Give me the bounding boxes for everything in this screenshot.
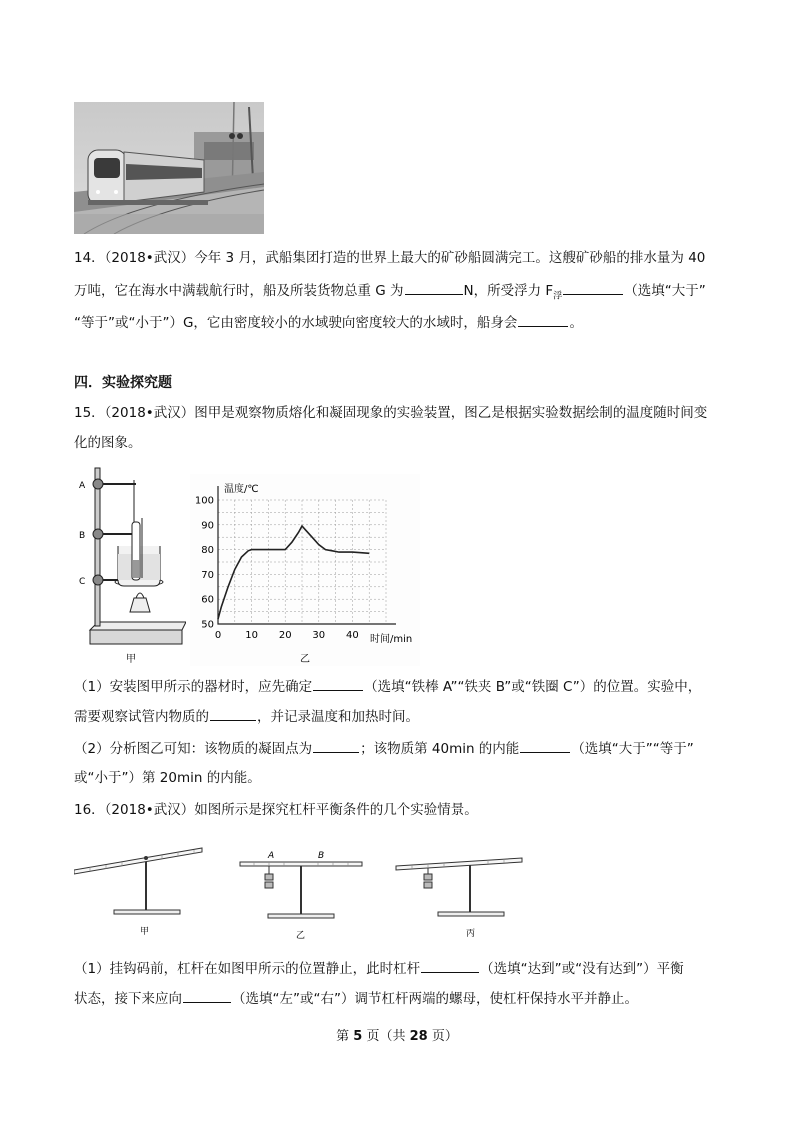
q15-p2-text-a: （2）分析图乙可知：该物质的凝固点为 <box>74 741 313 757</box>
label-lever-B: B <box>318 851 325 861</box>
q14-blank-weight[interactable] <box>405 280 463 295</box>
lever-yi <box>240 851 362 940</box>
lever-figures <box>74 840 534 940</box>
q15-p1-text-b: （选填“铁棒 A”“铁夹 B”或“铁圈 C”）的位置。实验中， <box>364 679 702 695</box>
footer-page-number: 5 <box>353 1029 363 1044</box>
caption-lever-yi: 乙 <box>296 931 306 940</box>
footer-total-pages: 28 <box>409 1029 428 1044</box>
q15-line1: 15．（2018•武汉）图甲是观察物质熔化和凝固现象的实验装置，图乙是根据实验数据绘制的温度随时间变 <box>74 405 708 421</box>
section-title: 四．实验探究题 <box>74 375 172 391</box>
q14-line2-text-a: 万吨，它在海水中满载航行时，船及所装货物总重 G 为 <box>74 283 404 299</box>
x-tick-label: 0 <box>214 630 222 641</box>
label-lever-A: A <box>268 851 275 861</box>
y-axis-label: 温度/℃ <box>224 484 259 495</box>
q14-line2-text-c: （选填“大于” <box>624 283 706 299</box>
q14-line2-text-b: N，所受浮力 F <box>463 283 554 299</box>
q16-p1-text-c: 状态，接下来应向 <box>74 991 182 1007</box>
temperature-chart <box>190 474 420 666</box>
q14-buoyancy-subscript: 浮 <box>553 291 563 302</box>
caption-lever-bing: 丙 <box>466 929 476 939</box>
q14-line2 <box>74 280 706 307</box>
lever-jia <box>74 848 202 937</box>
y-tick-label: 50 <box>201 619 214 631</box>
q15-blank-internal-energy[interactable] <box>520 738 570 753</box>
q14-blank-buoyancy[interactable] <box>563 280 623 295</box>
lever-bing <box>396 858 522 939</box>
label-A: A <box>79 481 86 491</box>
q14-line1: 14．（2018•武汉）今年 3 月，武船集团打造的世界上最大的矿砂船圆满完工。这艘矿砂船的排水量为 40 <box>74 250 706 266</box>
q15-p2-text-c: （选填“大于”“等于” <box>571 741 694 757</box>
footer-pre: 第 <box>336 1029 354 1044</box>
footer-post: 页） <box>427 1029 458 1044</box>
q15-p1-text-a: （1）安装图甲所示的器材时，应先确定 <box>74 679 313 695</box>
q15-p2-line1 <box>74 738 694 759</box>
q16-blank-balance[interactable] <box>421 958 479 973</box>
q15-p1-text-c: 需要观察试管内物质的 <box>74 709 209 725</box>
q16-p1-text-a: （1）挂钩码前，杠杆在如图甲所示的位置静止，此时杠杆 <box>74 961 421 977</box>
q16-p1-text-b: （选填“达到”或“没有达到”）平衡 <box>480 961 684 977</box>
q15-p1-line1 <box>74 676 701 697</box>
q14-blank-hull[interactable] <box>518 312 568 327</box>
tram-photo <box>74 102 264 234</box>
q15-line2: 化的图象。 <box>74 435 142 451</box>
y-tick-label: 60 <box>201 594 214 606</box>
x-axis-label: 时间/min <box>370 634 413 645</box>
x-tick-label: 40 <box>346 630 359 641</box>
q16-p1-text-d: （选填“左”或“右”）调节杠杆两端的螺母，使杠杆保持水平并静止。 <box>232 991 638 1007</box>
q15-p1-text-d: ，并记录温度和加热时间。 <box>257 709 419 725</box>
y-tick-label: 90 <box>201 520 214 532</box>
x-tick-label: 20 <box>278 630 292 641</box>
apparatus-figure <box>74 462 186 672</box>
q15-blank-observe[interactable] <box>210 706 256 721</box>
q16-p1-line1 <box>74 958 684 979</box>
label-C: C <box>79 577 86 587</box>
q15-blank-freezing-point[interactable] <box>313 738 359 753</box>
q15-blank-position[interactable] <box>313 676 363 691</box>
footer-mid: 页（共 <box>362 1029 410 1044</box>
q15-p2-text-b: ；该物质第 40min 的内能 <box>360 741 520 757</box>
y-tick-label: 80 <box>201 545 214 557</box>
q16-blank-direction[interactable] <box>183 988 231 1003</box>
caption-lever-jia: 甲 <box>140 927 150 937</box>
y-tick-label: 100 <box>194 495 214 507</box>
x-tick-label: 30 <box>312 630 326 641</box>
q14-line3 <box>74 312 583 333</box>
q16-p1-line2 <box>74 988 638 1009</box>
y-tick-label: 70 <box>201 569 214 581</box>
q16-line1: 16．（2018•武汉）如图所示是探究杠杆平衡条件的几个实验情景。 <box>74 802 478 818</box>
page-footer <box>0 1025 794 1044</box>
q14-line3-text-a: “等于”或“小于”）G，它由密度较小的水域驶向密度较大的水域时，船身会 <box>74 315 518 331</box>
q15-p2-line2: 或“小于”）第 20min 的内能。 <box>74 770 261 786</box>
q14-line3-text-b: 。 <box>569 315 583 331</box>
label-B: B <box>79 531 86 541</box>
x-tick-label: 10 <box>245 630 258 641</box>
caption-yi: 乙 <box>300 654 310 665</box>
q15-p1-line2 <box>74 706 419 727</box>
caption-jia: 甲 <box>126 654 136 665</box>
